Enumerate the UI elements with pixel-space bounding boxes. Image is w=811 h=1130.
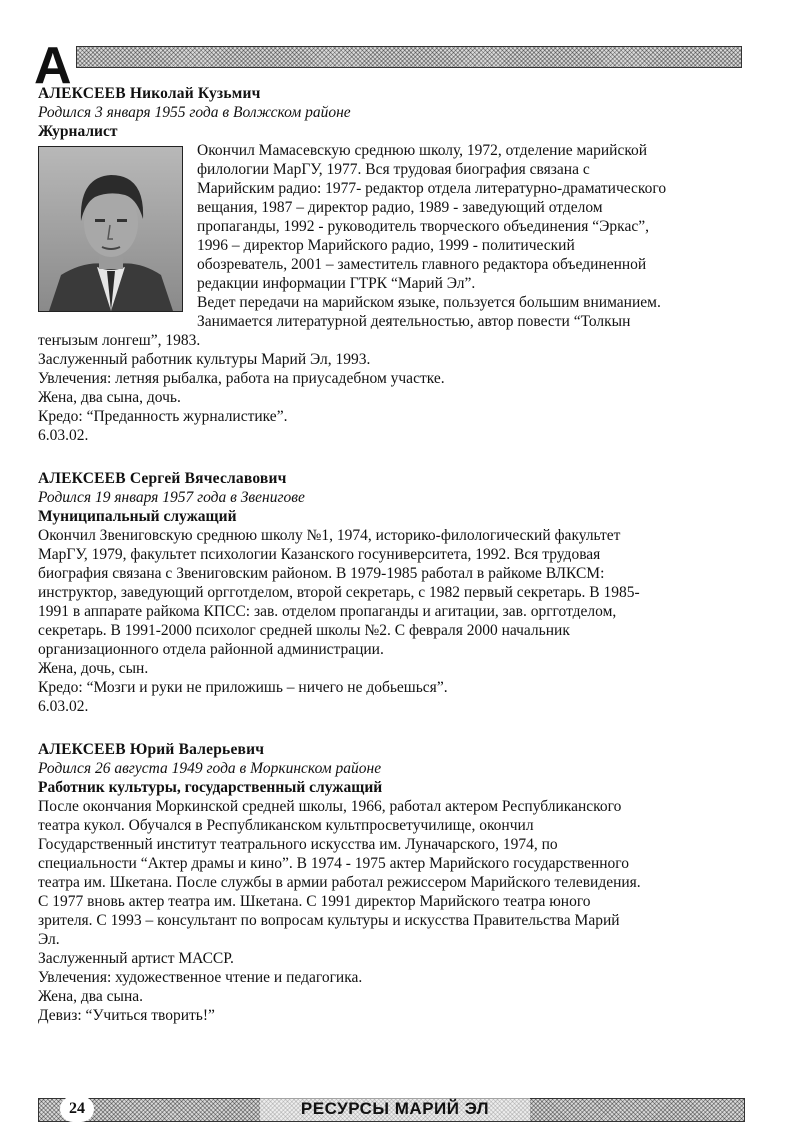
- bio-line: МарГУ, 1979, факультет психологии Казанского госуниверситета, 1992. Вся трудовая: [38, 546, 601, 563]
- bio-line: Заслуженный артист МАССР.: [38, 950, 234, 967]
- bio-line: театра им. Шкетана. После службы в армии работал режиссером Марийского телевидения.: [38, 874, 641, 891]
- bio-line: Окончил Звениговскую среднюю школу №1, 1974, историко-филологический факультет: [38, 527, 621, 544]
- biography-entry: [38, 84, 738, 445]
- bio-line: теҥызым лонгеш”, 1983.: [38, 332, 201, 349]
- extra-line: Кредо: “Преданность журналистике”.: [38, 408, 288, 425]
- biography-entry: [38, 469, 738, 716]
- bio-line: Ведет передачи на марийском языке, пользуется большим вниманием.: [197, 294, 661, 311]
- publication-title: РЕСУРСЫ МАРИЙ ЭЛ: [260, 1097, 530, 1121]
- person-name: АЛЕКСЕЕВ Николай Кузьмич: [38, 85, 261, 102]
- person-name: АЛЕКСЕЕВ Юрий Валерьевич: [38, 741, 265, 758]
- bio-line: После окончания Моркинской средней школы, 1966, работал актером Республиканского: [38, 798, 622, 815]
- bio-line: инструктор, заведующий оргготделом, второй секретарь, с 1982 первый секретарь. В 1985-: [38, 584, 640, 601]
- bio-line: Марийским радио: 1977- редактор отдела литературно-драматического: [197, 180, 667, 197]
- birth-info: Родился 19 января 1957 года в Звенигове: [38, 489, 305, 506]
- bio-line: Окончил Мамасевскую среднюю школу, 1972, отделение марийской: [197, 142, 648, 159]
- bio-line: Государственный институт театрального искусства им. Луначарского, 1974, по: [38, 836, 558, 853]
- bio-line: театра кукол. Обучался в Республиканском культпросветучилище, окончил: [38, 817, 534, 834]
- bio-line: специальности “Актер драмы и кино”. В 1974 - 1975 актер Марийского государственного: [38, 855, 630, 872]
- bio-line: пропаганды, 1992 - руководитель творческого объединения “Эркас”,: [197, 218, 649, 235]
- biography-list: [38, 84, 738, 1049]
- bio-line: биография связана с Звениговским районом. В 1979-1985 работал в райкоме ВЛКСМ:: [38, 565, 605, 582]
- bio-line: редакции информации ГТРК “Марий Эл”.: [197, 275, 476, 292]
- extra-line: Заслуженный работник культуры Марий Эл, 1993.: [38, 351, 371, 368]
- birth-info: Родился 3 января 1955 года в Волжском районе: [38, 104, 351, 121]
- portrait-photo: [38, 146, 183, 312]
- profession: Работник культуры, государственный служащий: [38, 779, 383, 796]
- bio-line: Девиз: “Учиться творить!”: [38, 1007, 215, 1024]
- date-line: 6.03.02.: [38, 427, 89, 444]
- bio-line: Жена, дочь, сын.: [38, 660, 149, 677]
- header-decorative-band: [76, 46, 742, 68]
- bio-line: Занимается литературной деятельностью, автор повести “Толкын: [197, 313, 631, 330]
- extra-line: Увлечения: летняя рыбалка, работа на приусадебном участке.: [38, 370, 445, 387]
- biography-entry: [38, 740, 738, 1025]
- bio-line: Кредо: “Мозги и руки не приложишь – ничего не добьешься”.: [38, 679, 448, 696]
- bio-line: секретарь. В 1991-2000 психолог средней школы №2. С февраля 2000 начальник: [38, 622, 570, 639]
- bio-line: С 1977 вновь актер театра им. Шкетана. С 1991 директор Марийского театра юного: [38, 893, 591, 910]
- bio-line: организационного отдела районной администрации.: [38, 641, 384, 658]
- bio-line: вещания, 1987 – директор радио, 1989 - заведующий отделом: [197, 199, 603, 216]
- bio-line: обозреватель, 2001 – заместитель главного редактора объединенной: [197, 256, 647, 273]
- bio-line: Эл.: [38, 931, 60, 948]
- person-name: АЛЕКСЕЕВ Сергей Вячеславович: [38, 470, 287, 487]
- page-number: 24: [60, 1096, 94, 1122]
- profession: Журналист: [38, 123, 118, 140]
- extra-line: Жена, два сына, дочь.: [38, 389, 181, 406]
- section-letter: А: [34, 37, 72, 95]
- bio-with-photo: [38, 141, 738, 350]
- date-line: 6.03.02.: [38, 698, 89, 715]
- bio-line: 1991 в аппарате райкома КПСС: зав. отделом пропаганды и агитации, зав. оргготделом,: [38, 603, 617, 620]
- bio-line: 1996 – директор Марийского радио, 1999 - политический: [197, 237, 575, 254]
- profession: Муниципальный служащий: [38, 508, 237, 525]
- bio-line: зрителя. С 1993 – консультант по вопросам культуры и искусства Правительства Марий: [38, 912, 620, 929]
- bio-line: Жена, два сына.: [38, 988, 144, 1005]
- bio-line: филологии МарГУ, 1977. Вся трудовая биография связана с: [197, 161, 590, 178]
- birth-info: Родился 26 августа 1949 года в Моркинском районе: [38, 760, 382, 777]
- bio-line: Увлечения: художественное чтение и педагогика.: [38, 969, 363, 986]
